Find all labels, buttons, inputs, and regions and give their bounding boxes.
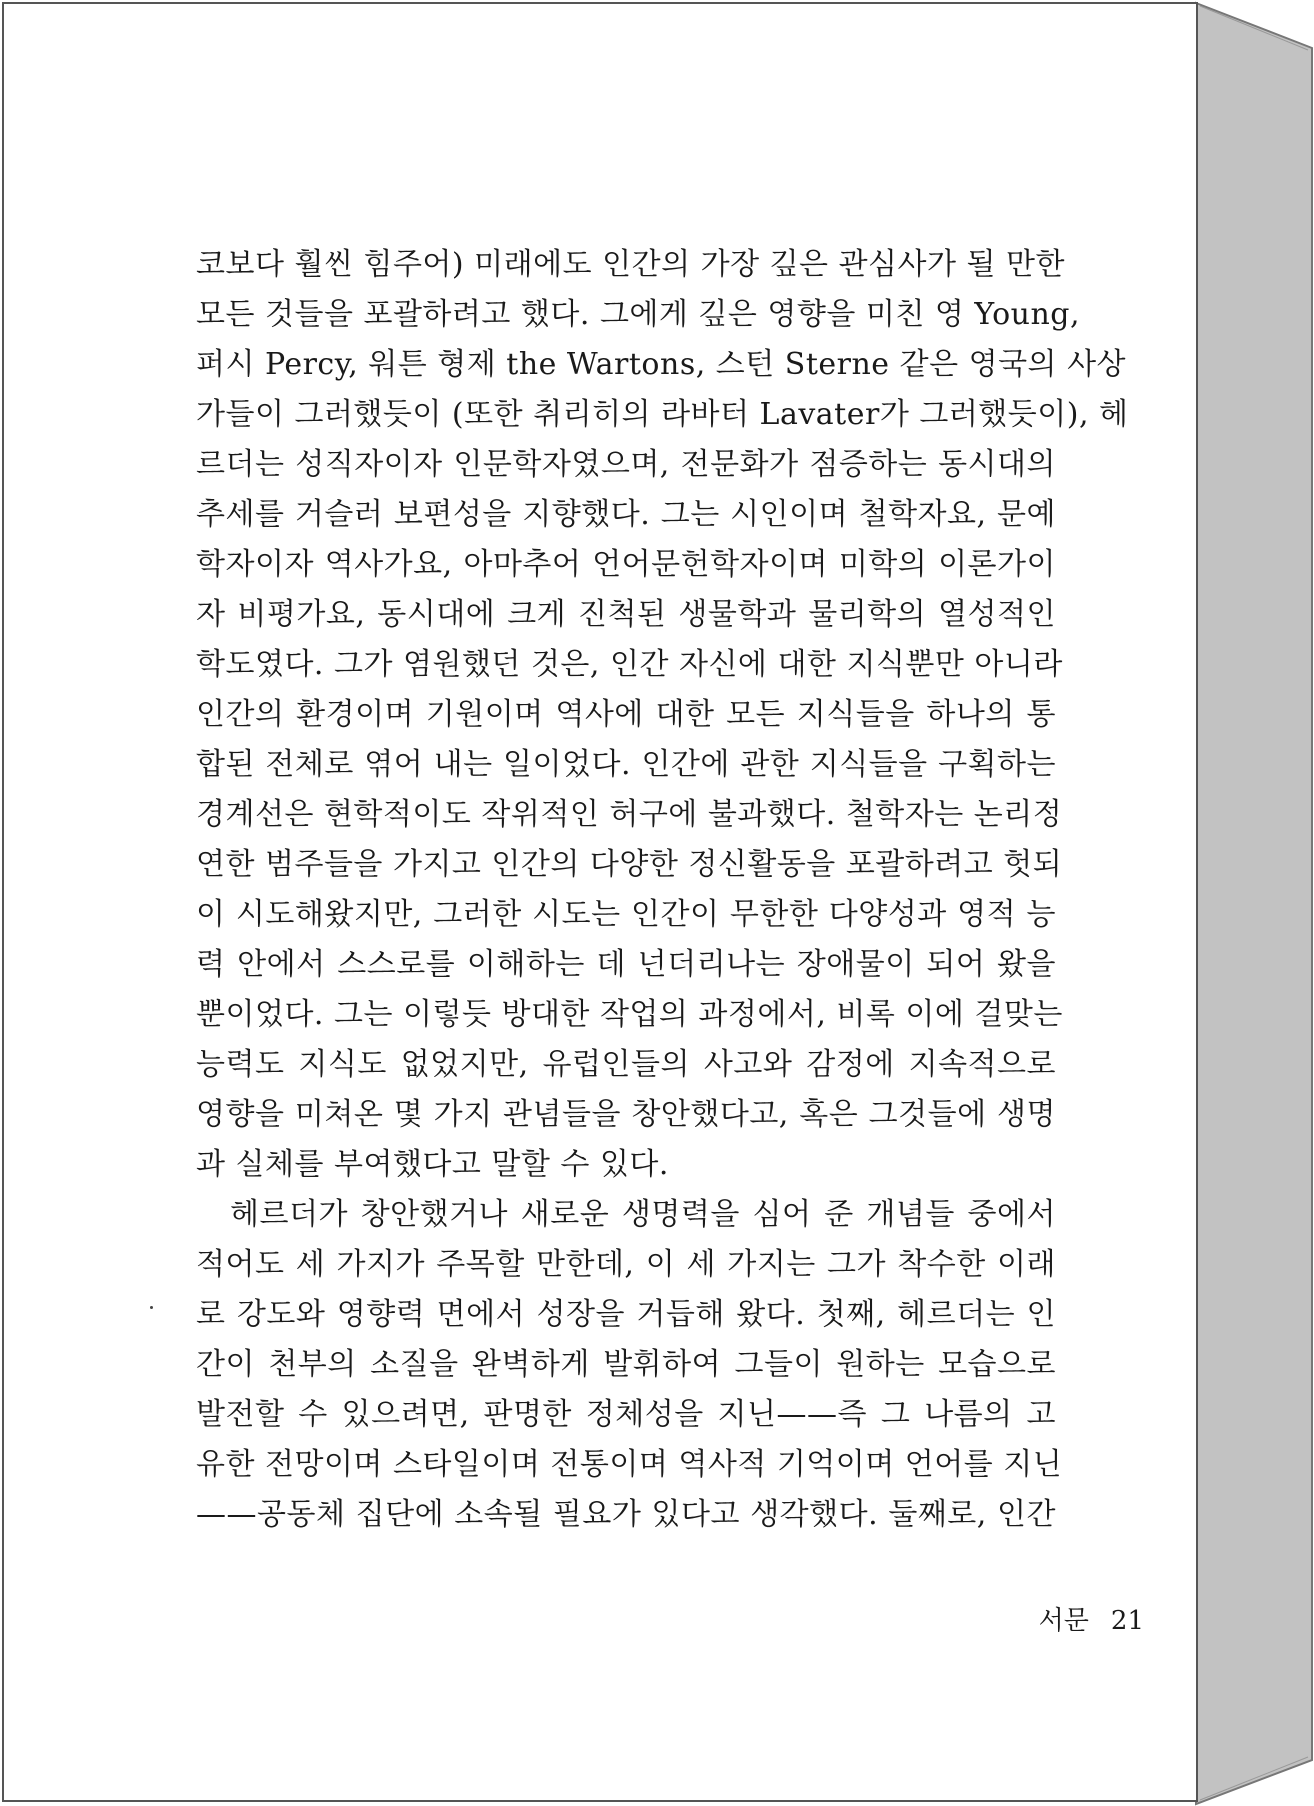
text-line: 능력도 지식도 없었지만, 유럽인들의 사고와 감정에 지속적으로 [196,1047,1056,1082]
text-line: 력 안에서 스스로를 이해하는 데 넌더리나는 장애물이 되어 왔을 [196,947,1056,982]
text-line: 퍼시 Percy, 워튼 형제 the Wartons, 스턴 Sterne 같은 영국의 사상 [196,347,1127,382]
body-text [196,240,1129,1540]
page-footer [1039,1600,1144,1637]
text-line: 이 시도해왔지만, 그러한 시도는 인간이 무한한 다양성과 영적 능 [196,897,1056,932]
text-line: 영향을 미쳐온 몇 가지 관념들을 창안했다고, 혹은 그것들에 생명 [196,1097,1056,1132]
text-line: 학도였다. 그가 염원했던 것은, 인간 자신에 대한 지식뿐만 아니라 [196,647,1063,682]
text-line: ——공동체 집단에 소속될 필요가 있다고 생각했다. 둘째로, 인간 [196,1497,1056,1532]
running-footer: 서문 [1038,1606,1089,1636]
text-line: 연한 범주들을 가지고 인간의 다양한 정신활동을 포괄하려고 헛되 [196,847,1063,882]
text-line: 가들이 그러했듯이 (또한 취리히의 라바터 Lavater가 그러했듯이), 헤 [196,397,1129,432]
text-line: 적어도 세 가지가 주목할 만한데, 이 세 가지는 그가 착수한 이래 [196,1247,1056,1282]
text-line: 르더는 성직자이자 인문학자였으며, 전문화가 점증하는 동시대의 [196,447,1056,482]
text-line: 경계선은 현학적이도 작위적인 허구에 불과했다. 철학자는 논리정 [196,797,1063,832]
text-line: 뿐이었다. 그는 이렇듯 방대한 작업의 과정에서, 비록 이에 걸맞는 [196,997,1063,1032]
page-number: 21 [1110,1606,1144,1636]
paragraph-first-line: 헤르더가 창안했거나 새로운 생명력을 심어 준 개념들 중에서 [230,1197,1056,1232]
text-line: 학자이자 역사가요, 아마추어 언어문헌학자이며 미학의 이론가이 [196,547,1056,582]
text-line: 로 강도와 영향력 면에서 성장을 거듭해 왔다. 첫째, 헤르더는 인 [196,1297,1056,1332]
text-line: 유한 전망이며 스타일이며 전통이며 역사적 기억이며 언어를 지닌 [196,1447,1063,1482]
text-line: 코보다 훨씬 힘주어) 미래에도 인간의 가장 깊은 관심사가 될 만한 [196,247,1066,282]
paragraph-end-line: 과 실체를 부여했다고 말할 수 있다. [196,1147,669,1182]
text-line: 인간의 환경이며 기원이며 역사에 대한 모든 지식들을 하나의 통 [196,697,1056,732]
ink-speck [150,1306,153,1309]
text-line: 모든 것들을 포괄하려고 했다. 그에게 깊은 영향을 미친 영 Young, [196,297,1081,332]
text-line: 간이 천부의 소질을 완벽하게 발휘하여 그들이 원하는 모습으로 [196,1347,1056,1382]
text-line: 추세를 거슬러 보편성을 지향했다. 그는 시인이며 철학자요, 문예 [196,497,1056,532]
text-line: 발전할 수 있으려면, 판명한 정체성을 지닌——즉 그 나름의 고 [196,1397,1056,1432]
text-line: 자 비평가요, 동시대에 크게 진척된 생물학과 물리학의 열성적인 [196,597,1056,632]
text-line: 합된 전체로 엮어 내는 일이었다. 인간에 관한 지식들을 구획하는 [196,747,1056,782]
